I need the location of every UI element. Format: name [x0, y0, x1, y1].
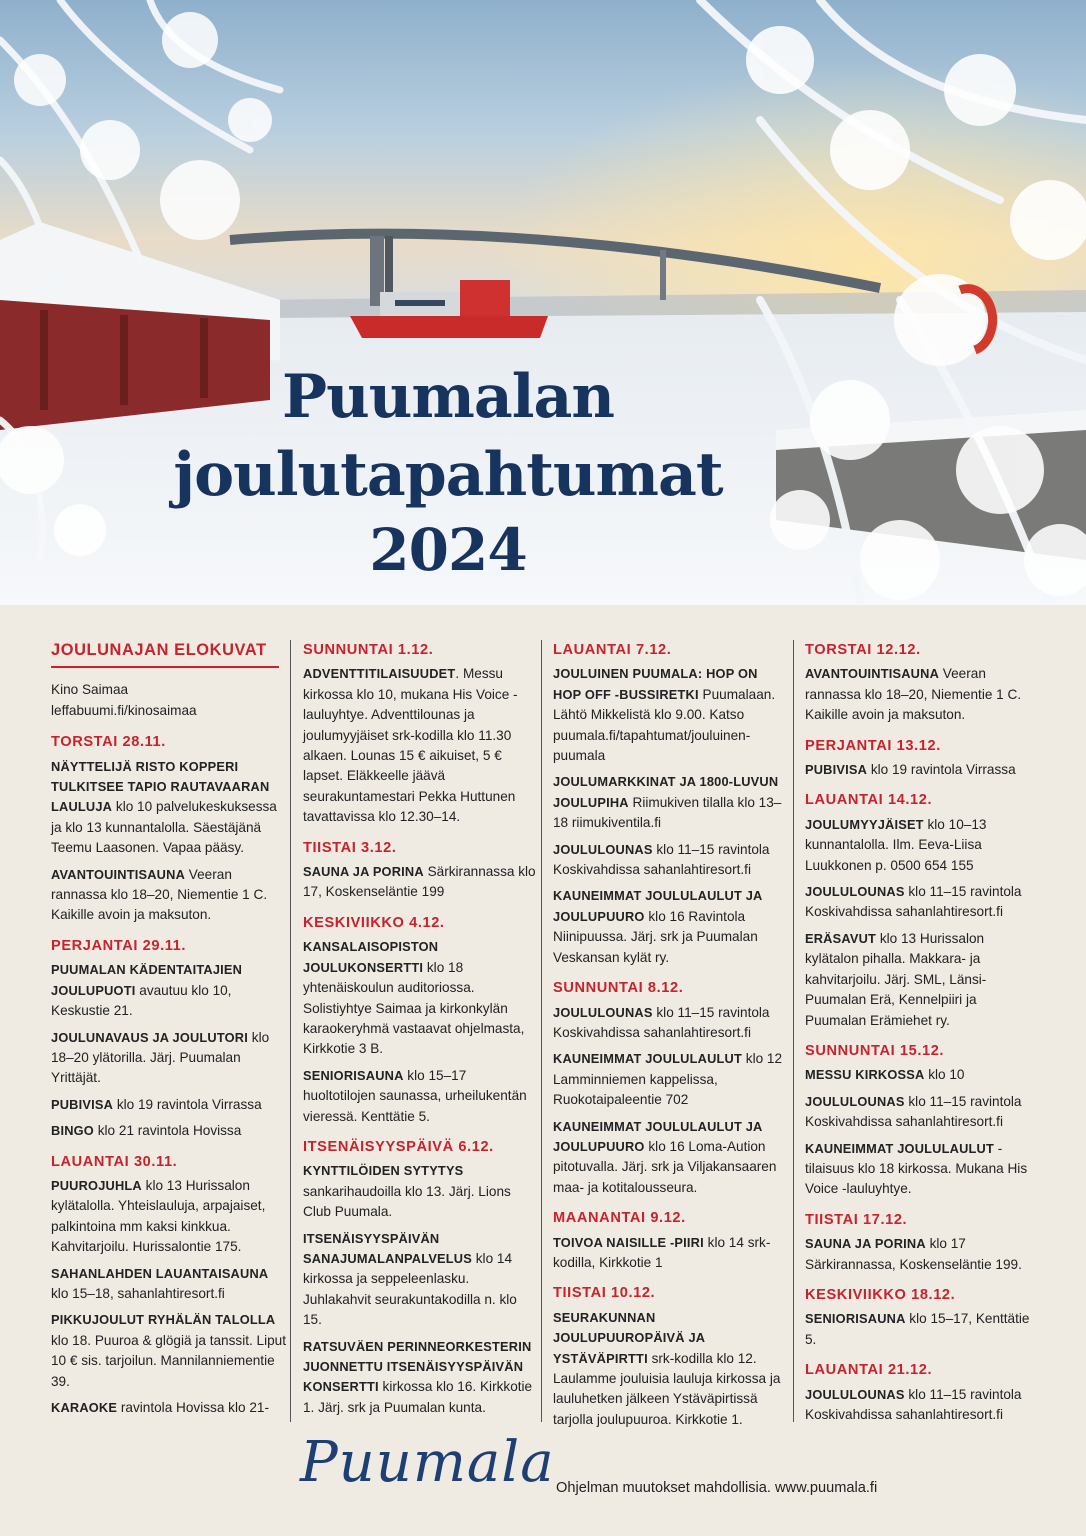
event-name: RATSUVÄEN PERINNEORKESTERIN JUONNETTU ITSENÄISYYSPÄIVÄN KONSERTTI [303, 1338, 532, 1395]
event-item [51, 1264, 287, 1305]
event-item [553, 840, 789, 881]
event-details: klo 10 [924, 1067, 965, 1083]
event-details: klo 18–20 ylätorilla. Järj. Puumalan Yrittäjät. [51, 1029, 270, 1086]
event-item [51, 1095, 287, 1115]
event-name: TOIVOA NAISILLE -PIIRI [553, 1234, 704, 1250]
day-block [805, 1041, 1041, 1200]
event-item [805, 882, 1041, 923]
event-item [51, 865, 287, 926]
event-item [51, 960, 287, 1021]
event-details: klo 15–18, sahanlahtiresort.fi [51, 1285, 225, 1301]
event-name: NÄYTTELIJÄ RISTO KOPPERI TULKITSEE TAPIO RAUTAVAARAN LAULUJA [51, 758, 270, 815]
event-name: SAUNA JA PORINA [303, 864, 424, 880]
day-block [303, 640, 539, 828]
event-details: klo 16 Ravintola Niinipuussa. Järj. srk ja Puumalan Veskansan kylät ry. [553, 908, 758, 965]
event-item [553, 1049, 789, 1110]
event-details: klo 19 ravintola Virrassa [867, 762, 1016, 778]
event-item [805, 1065, 1041, 1085]
event-details: klo 15–17 huoltotilojen saunassa, urheilukentän vieressä. Kenttätie 5. [303, 1067, 527, 1124]
day-heading: PERJANTAI 13.12. [805, 737, 941, 754]
event-name: PUUMALAN KÄDENTAITAJIEN JOULUPUOTI [51, 962, 243, 998]
column-divider [290, 640, 291, 1422]
event-item [303, 1337, 539, 1419]
program-column-1 [51, 640, 287, 1428]
event-name: SENIORISAUNA [303, 1067, 404, 1083]
winter-harbour-scene [0, 0, 1086, 605]
event-details: klo 21 ravintola Hovissa [93, 1123, 242, 1139]
event-item [51, 1121, 287, 1141]
day-heading: PERJANTAI 29.11. [51, 937, 187, 954]
event-name: JOULULOUNAS [805, 1386, 905, 1402]
event-name: SAHANLAHDEN LAUANTAISAUNA [51, 1265, 269, 1281]
event-details: klo 11–15 ravintola Koskivahdissa sahanlahtiresort.fi [553, 841, 770, 878]
event-details: ravintola Hovissa klo 21- [117, 1400, 269, 1415]
day-block [303, 838, 539, 903]
cinema-link[interactable]: leffabuumi.fi/kinosaimaa [51, 702, 197, 718]
event-item [805, 760, 1041, 780]
event-details: srk-kodilla klo 12. Laulamme jouluisia lauluja kirkossa ja lauluhetken jälkeen Ystäväpirtissä tarjolla joulupuuroa. Kirkkotie 1. [553, 1350, 781, 1427]
day-block [805, 1285, 1041, 1350]
event-name: JOULUMYYJÄISET [805, 816, 924, 832]
event-name: JOULUINEN PUUMALA: HOP ON HOP OFF -BUSSIRETKI [553, 666, 758, 702]
event-item [805, 1234, 1041, 1275]
event-details: Riimukiven tilalla klo 13–18 riimukiventila.fi [553, 794, 782, 831]
event-name: ITSENÄISYYSPÄIVÄN SANAJUMALANPALVELUS [303, 1230, 472, 1266]
event-item [303, 664, 539, 827]
event-item [805, 929, 1041, 1031]
event-details: Veeran rannassa klo 18–20, Niementie 1 C. Kaikille avoin ja maksuton. [51, 866, 268, 923]
event-item [303, 1161, 539, 1222]
hero-image [0, 0, 1086, 605]
event-item [805, 1092, 1041, 1133]
event-name: KAUNEIMMAT JOULULAULUT [805, 1140, 994, 1156]
day-block [303, 1137, 539, 1418]
event-name: PIKKUJOULUT RYHÄLÄN TALOLLA [51, 1312, 276, 1328]
event-details: klo 17 Särkirannassa, Koskenseläntie 199. [805, 1236, 1022, 1272]
day-block [553, 1283, 789, 1430]
event-item [51, 1176, 287, 1258]
event-details: sankarihaudoilla klo 13. Järj. Lions Club Puumala. [303, 1183, 511, 1220]
event-name: SENIORISAUNA [805, 1311, 906, 1327]
day-block [553, 640, 789, 968]
event-name: KAUNEIMMAT JOULULAULUT JA JOULUPUURO [553, 1118, 763, 1154]
cinema-info [51, 680, 287, 721]
day-heading: MAANANTAI 9.12. [553, 1210, 686, 1227]
event-details: klo 16 Loma-Aution pitotuvalla. Järj. srk ja Viljakansaaren maa- ja kotitalousseura. [553, 1138, 777, 1195]
event-details: Puumalaan. Lähtö Mikkelistä klo 9.00. Katso puumala.fi/tapahtumat/jouluinen-puumala [553, 686, 776, 764]
event-name: JOULULOUNAS [553, 841, 653, 857]
event-name: PUBIVISA [51, 1096, 114, 1112]
program-column-3 [553, 640, 789, 1440]
day-heading: KESKIVIIKKO 4.12. [303, 914, 445, 931]
event-item [51, 1310, 287, 1392]
event-item [51, 757, 287, 859]
event-item [805, 1309, 1041, 1350]
day-heading: TIISTAI 10.12. [553, 1285, 656, 1302]
day-block [51, 936, 287, 1142]
column-divider [541, 640, 542, 1422]
day-heading: TORSTAI 28.11. [51, 734, 166, 751]
event-item [553, 772, 789, 833]
event-name: AVANTOUINTISAUNA [51, 866, 186, 882]
event-details: klo 10–13 kunnantalolla. Ilm. Eeva-Liisa Luukkonen p. 0500 654 155 [805, 816, 987, 873]
event-item [303, 1229, 539, 1331]
title-year: 2024 [369, 516, 527, 584]
cinema-name: Kino Saimaa [51, 682, 129, 698]
cinema-heading: JOULUNAJAN ELOKUVAT [51, 640, 279, 668]
event-item [553, 1233, 789, 1274]
event-name: BINGO [51, 1123, 94, 1139]
event-item [51, 1028, 287, 1089]
program-column-4 [805, 640, 1041, 1435]
title-line-2: joulutapahtumat [173, 440, 723, 510]
event-details: Veeran rannassa klo 18–20, Niementie 1 C. Kaikille avoin ja maksuton. [805, 666, 1022, 723]
event-name: KANSALAISOPISTON JOULUKONSERTTI [303, 939, 439, 975]
day-block [805, 736, 1041, 781]
event-name: JOULULOUNAS [553, 1004, 653, 1020]
day-block [303, 913, 539, 1127]
event-item [51, 1398, 287, 1418]
event-name: KAUNEIMMAT JOULULAULUT JA JOULUPUURO [553, 888, 763, 924]
event-details: avautuu klo 10, Keskustie 21. [51, 982, 232, 1019]
event-details: klo 19 ravintola Virrassa [113, 1096, 262, 1112]
event-name: PUBIVISA [805, 762, 868, 778]
event-item [805, 815, 1041, 876]
event-item [553, 1117, 789, 1199]
event-item [805, 1139, 1041, 1200]
event-details: klo 14 srk-kodilla, Kirkkotie 1 [553, 1234, 771, 1270]
event-item [303, 862, 539, 903]
event-details: klo 13 Hurissalon kylätalon pihalla. Makkara- ja kahvitarjoilu. Järj. SML, Länsi-Puumalan Erä, Kennelpiiri ja Puumalan Erämiehet ry. [805, 930, 987, 1028]
day-heading: LAUANTAI 21.12. [805, 1362, 933, 1379]
event-name: KYNTTILÖIDEN SYTYTYS [303, 1163, 464, 1179]
day-heading: ITSENÄISYYSPÄIVÄ 6.12. [303, 1138, 494, 1155]
event-details: klo 14 kirkossa ja seppeleenlasku. Juhlakahvit seurakuntakodilla n. klo 15. [303, 1250, 517, 1328]
event-name: ERÄSAVUT [805, 930, 877, 946]
event-details: klo 13 Hurissalon kylätalolla. Yhteislauluja, arpajaiset, palkintoina mm kaksi kinkkua. Kahvitarjoilu. Hurissalontie 175. [51, 1177, 266, 1255]
footer-note: Ohjelman muutokset mahdollisia. www.puumala.fi [556, 1480, 878, 1496]
event-details: -tilaisuus klo 18 kirkossa. Mukana His Voice -lauluyhtye. [805, 1140, 1028, 1197]
day-heading: LAUANTAI 30.11. [51, 1153, 178, 1170]
event-details: klo 15–17, Kenttätie 5. [805, 1311, 1030, 1347]
day-heading: TORSTAI 12.12. [805, 642, 921, 658]
event-name: MESSU KIRKOSSA [805, 1067, 925, 1083]
program-column-2 [303, 640, 539, 1428]
day-block [805, 1210, 1041, 1275]
event-details: klo 11–15 ravintola Koskivahdissa sahanlahtiresort.fi [805, 1386, 1022, 1422]
event-name: ADVENTTITILAISUUDET [303, 666, 456, 682]
event-item [303, 937, 539, 1059]
event-details: klo 18 yhtenäiskoulun auditoriossa. Solistiyhtye Saimaa ja kirkonkylän karaokeryhmä vastaavat ohjelmasta, Kirkkotie 3 B. [303, 959, 525, 1057]
event-name: JOULULOUNAS [805, 1093, 905, 1109]
event-name: PUUROJUHLA [51, 1177, 142, 1193]
event-name: JOULULOUNAS [805, 884, 905, 900]
event-name: KAUNEIMMAT JOULULAULUT [553, 1051, 742, 1067]
puumala-logo: Puumala [300, 1430, 555, 1495]
day-block [805, 640, 1041, 726]
event-details: klo 11–15 ravintola Koskivahdissa sahanlahtiresort.fi [805, 1093, 1022, 1130]
event-details: klo 11–15 ravintola Koskivahdissa sahanlahtiresort.fi [805, 884, 1022, 920]
event-details: . Messu kirkossa klo 10, mukana His Voice -lauluyhtye. Adventtilounas ja joulumyyjäiset srk-kodilla klo 11.30 alkaen. Lounas 15 € aikuiset, 5 € lapset. Eläkkeelle jäävä seurakuntamestari Pekka Huttunen tavattavissa klo 12.30–14. [303, 666, 518, 825]
event-item [553, 886, 789, 968]
day-heading: KESKIVIIKKO 18.12. [805, 1286, 956, 1303]
event-item [805, 664, 1041, 725]
event-name: SEURAKUNNAN JOULUPUUROPÄIVÄ JA YSTÄVÄPIRTTI [553, 1309, 705, 1366]
day-block [553, 978, 789, 1198]
day-block [51, 732, 287, 926]
event-name: JOULUNAVAUS JA JOULUTORI [51, 1029, 249, 1045]
event-details: klo 10 palvelukeskuksessa ja klo 13 kunnantalolla. Säestäjänä Teemu Laasonen. Vapaa pääsy. [51, 799, 277, 856]
event-name: KARAOKE [51, 1400, 118, 1415]
event-name: SAUNA JA PORINA [805, 1236, 926, 1252]
event-details: Särkirannassa klo 17, Koskenseläntie 199 [303, 864, 536, 900]
event-details: klo 11–15 ravintola Koskivahdissa sahanlahtiresort.fi [553, 1004, 770, 1040]
event-name: AVANTOUINTISAUNA [805, 666, 940, 682]
title-line-1: Puumalan [281, 362, 615, 432]
day-heading: LAUANTAI 14.12. [805, 792, 933, 809]
day-heading: SUNNUNTAI 8.12. [553, 980, 684, 997]
day-block [805, 1360, 1041, 1425]
day-heading: TIISTAI 3.12. [303, 839, 397, 856]
event-details: klo 18. Puuroa & glögiä ja tanssit. Liput 10 € sis. tarjoilun. Mannilanniementie 39. [51, 1332, 287, 1389]
event-item [553, 1308, 789, 1430]
day-heading: LAUANTAI 7.12. [553, 642, 672, 658]
event-name: JOULUMARKKINAT JA 1800-LUVUN JOULUPIHA [553, 774, 779, 810]
event-item [805, 1385, 1041, 1426]
day-heading: TIISTAI 17.12. [805, 1211, 908, 1228]
day-heading: SUNNUNTAI 15.12. [805, 1042, 945, 1059]
event-details: klo 12 Lamminniemen kappelissa, Ruokotaipaleentie 702 [553, 1051, 783, 1108]
day-block [51, 1152, 287, 1419]
day-heading: SUNNUNTAI 1.12. [303, 642, 434, 658]
day-block [805, 790, 1041, 1030]
column-divider [793, 640, 794, 1422]
event-details: kirkossa klo 16. Kirkkotie 1. Järj. srk ja Puumalan kunta. [303, 1379, 533, 1415]
event-item [303, 1066, 539, 1127]
day-block [553, 1208, 789, 1273]
event-item [553, 1003, 789, 1044]
event-item [553, 664, 789, 766]
